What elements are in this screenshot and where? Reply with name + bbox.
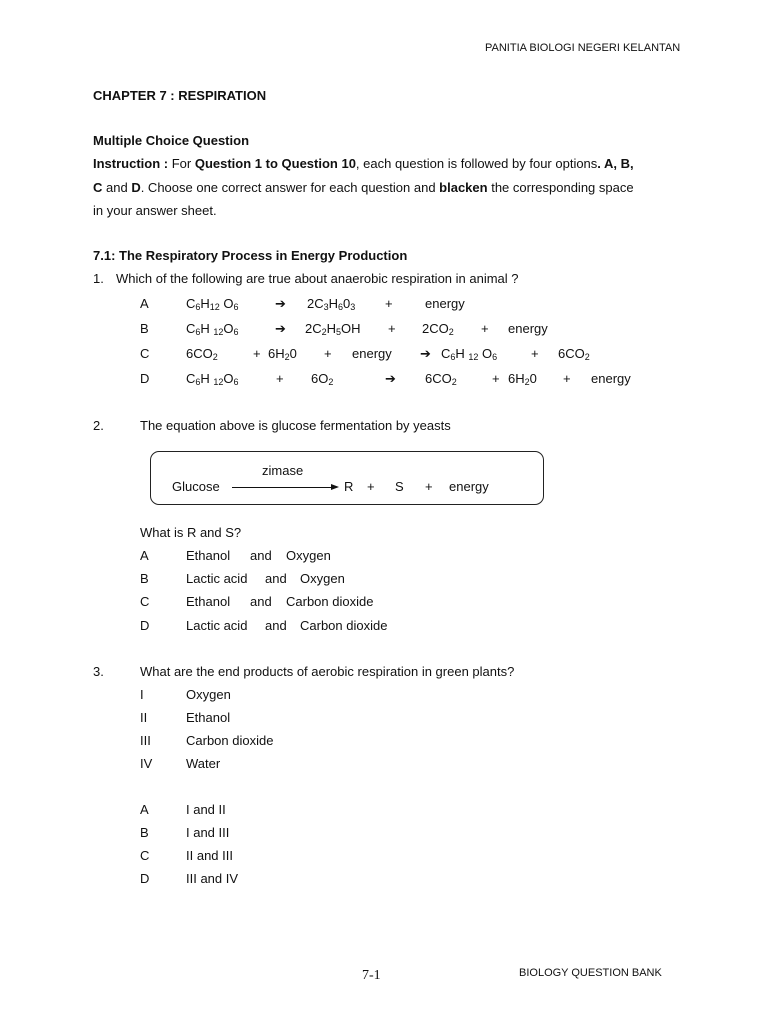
option-letter: A [140, 548, 149, 563]
option-letter: D [140, 371, 150, 386]
instruction-option-c: C [93, 180, 103, 195]
arrow-icon: ➔ [420, 346, 431, 361]
formula-water: $6H_20$ [508, 371, 537, 387]
roman-numeral: III [140, 733, 151, 748]
plus-sign: + [324, 346, 332, 361]
reactant-glucose: Glucose [172, 479, 220, 494]
plus-sign: + [481, 321, 489, 336]
formula-glucose: $C_6H$ $_{12}O_6$ [186, 371, 239, 387]
option-product-1: Lactic acid [186, 571, 248, 586]
instruction-blacken: blacken [439, 180, 488, 195]
page-number: 7-1 [362, 968, 381, 983]
mcq-heading: Multiple Choice Question [93, 133, 250, 148]
q2-text: The equation above is glucose fermentation by yeasts [140, 418, 451, 433]
arrow-icon: ➔ [275, 321, 286, 336]
section-title: 7.1: The Respiratory Process in Energy Production [93, 248, 408, 263]
instruction-options: . A, B, [597, 156, 634, 171]
formula-product: $2C_3H_60_3$ [307, 296, 356, 312]
option-text: I and II [186, 802, 226, 817]
q3-number: 3. [93, 664, 104, 679]
option-product-2: Oxygen [300, 571, 345, 586]
option-letter: A [140, 802, 149, 817]
option-text: II and III [186, 848, 233, 863]
instruction-option-d: D [131, 180, 141, 195]
formula-co2: $6CO_2$ [425, 371, 457, 387]
item-text: Oxygen [186, 687, 231, 702]
option-letter: D [140, 618, 150, 633]
equation-box [150, 451, 544, 505]
roman-numeral: IV [140, 756, 153, 771]
option-letter: C [140, 848, 150, 863]
roman-numeral: I [140, 687, 144, 702]
plus-sign: + [253, 346, 261, 361]
item-text: Ethanol [186, 710, 231, 725]
option-letter: C [140, 346, 150, 361]
arrow-icon: ➔ [275, 296, 286, 311]
formula-o2: $6CO_2$ [558, 346, 590, 362]
option-product-2: Carbon dioxide [286, 594, 374, 609]
q3-text: What are the end products of aerobic respiration in green plants? [140, 664, 515, 679]
option-and: and [250, 548, 272, 563]
plus-sign: + [425, 479, 433, 494]
item-text: Carbon dioxide [186, 733, 274, 748]
plus-sign: + [492, 371, 500, 386]
option-product-1: Ethanol [186, 548, 231, 563]
reaction-arrow-line [232, 487, 332, 488]
option-product-1: Ethanol [186, 594, 231, 609]
q1-number: 1. [93, 271, 104, 286]
plus-sign: + [367, 479, 375, 494]
enzyme-label: zimase [262, 463, 304, 478]
option-and: and [250, 594, 272, 609]
formula-glucose: $C_6H$ $_{12}$ $O_6$ [441, 346, 498, 362]
energy-text: energy [352, 346, 392, 361]
instruction-text: . Choose one correct answer for each question and [140, 180, 440, 195]
instruction-label: Instruction : [93, 156, 169, 171]
q2-question: What is R and S? [140, 525, 242, 540]
instruction-line-2 [93, 180, 634, 195]
instruction-line-1 [93, 156, 634, 171]
option-letter: B [140, 571, 149, 586]
option-product-2: Oxygen [286, 548, 331, 563]
item-text: Water [186, 756, 221, 771]
q2-number: 2. [93, 418, 104, 433]
plus-sign: + [388, 321, 396, 336]
product-s: S [395, 479, 404, 494]
option-product-1: Lactic acid [186, 618, 248, 633]
option-product-2: Carbon dioxide [300, 618, 388, 633]
option-and: and [265, 618, 287, 633]
instruction-range: Question 1 to Question 10 [194, 156, 356, 171]
option-letter: B [140, 825, 149, 840]
reaction-arrowhead-icon [331, 484, 339, 490]
product-r: R [344, 479, 354, 494]
option-letter: B [140, 321, 149, 336]
option-text: III and IV [186, 871, 239, 886]
roman-numeral: II [140, 710, 148, 725]
formula-co2: $2CO_2$ [422, 321, 454, 337]
formula-ethanol: $2C_2H_5OH$ [305, 321, 361, 337]
option-text: I and III [186, 825, 230, 840]
option-letter: C [140, 594, 150, 609]
header-org: PANITIA BIOLOGI NEGERI KELANTAN [485, 42, 681, 54]
q1-text: Which of the following are true about anaerobic respiration in animal ? [116, 271, 519, 286]
option-and: and [265, 571, 287, 586]
footer-book-title: BIOLOGY QUESTION BANK [519, 967, 662, 979]
option-letter: D [140, 871, 150, 886]
formula-water: $6H_20$ [268, 346, 297, 362]
plus-sign: + [385, 296, 393, 311]
formula-glucose: $C_6H$ $_{12}O_6$ [186, 321, 239, 337]
instruction-text: the corresponding space [487, 180, 634, 195]
arrow-icon: ➔ [385, 371, 396, 386]
energy-text: energy [425, 296, 465, 311]
plus-sign: + [563, 371, 571, 386]
chapter-title: CHAPTER 7 : RESPIRATION [93, 88, 267, 103]
formula-o2: $6O_2$ [311, 371, 334, 387]
plus-sign: + [531, 346, 539, 361]
instruction-line-3: in your answer sheet. [93, 203, 217, 218]
product-energy: energy [449, 479, 489, 494]
option-letter: A [140, 296, 149, 311]
instruction-text: , each question is followed by four options [355, 156, 598, 171]
plus-sign: + [276, 371, 284, 386]
instruction-text: and [102, 180, 132, 195]
formula-co2: $6CO_2$ [186, 346, 218, 362]
instruction-text: For [168, 156, 195, 171]
energy-text: energy [508, 321, 548, 336]
energy-text: energy [591, 371, 631, 386]
formula-glucose: $C_6H_{12}$ $O_6$ [186, 296, 239, 312]
